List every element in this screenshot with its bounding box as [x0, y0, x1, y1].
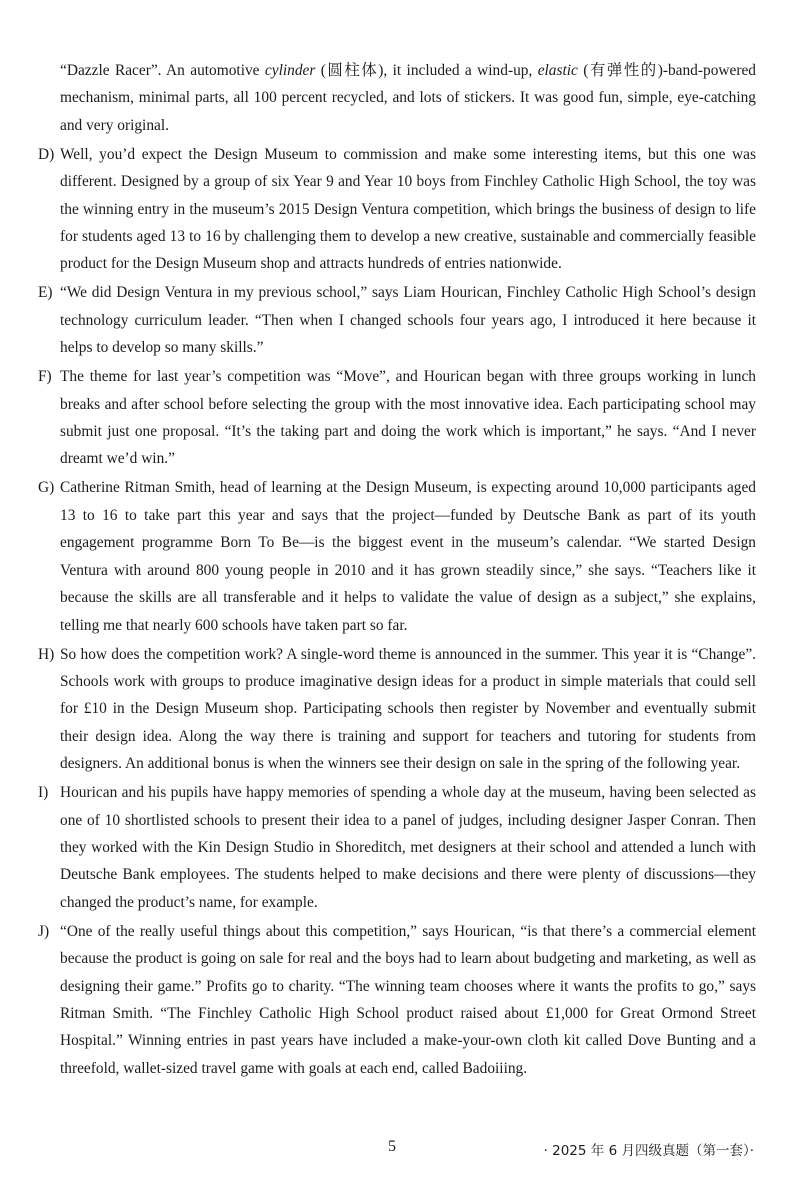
paragraph-h-label: H)	[38, 645, 55, 663]
paragraph-j-label: J)	[38, 922, 50, 940]
paragraph-j	[38, 918, 756, 1082]
paragraph-d-label: D)	[38, 145, 55, 163]
paragraph-g-text: Catherine Ritman Smith, head of learning at the Design Museum, is expecting around 10,000 participants aged 13 to 16 to take part this year and says that the project—funded by Deutsche Bank as part of its youth engagement programme Born To Be—is the biggest event in the museum’s calendar. “We started Design Ventura with around 800 young people in 2010 and it has grown steadily since,” she says. “Teachers like it because the skills are all transferable and it helps to validate the value of design as a subject,” she explains, telling me that nearly 600 schools have taken part so far.	[60, 479, 756, 634]
paragraph-c-text-3: (有弹性的)-band-powered mechanism, minimal parts, all 100 percent recycled, and lots of stickers. It was good fun, simple, eye-catching and very original.	[60, 62, 756, 134]
exam-title: · 2025 年 6 月四级真题（第一套）·	[543, 1143, 754, 1159]
paragraph-i-label: I)	[38, 784, 49, 802]
paragraph-d	[38, 141, 756, 278]
paragraph-e-label: E)	[38, 284, 53, 302]
paragraph-f-text: The theme for last year’s competition was “Move”, and Hourican began with three groups working in lunch breaks and after school before selecting the group with the most innovative idea. Each participating school may submit just one proposal. “It’s the taking part and doing the work which is important,” he says. “And I never dreamt we’d win.”	[60, 368, 756, 468]
paragraph-c-italic-elastic: elastic	[537, 62, 578, 79]
page-number: 5	[388, 1138, 396, 1155]
paragraph-c-text-1: “Dazzle Racer”. An automotive	[60, 62, 265, 79]
paragraph-c-italic-cylinder: cylinder	[264, 62, 316, 79]
paragraph-e-text: “We did Design Ventura in my previous school,” says Liam Hourican, Finchley Catholic High School’s design technology curriculum leader. “Then when I changed schools four years ago, I introduced it here because it helps to develop so many skills.”	[60, 284, 756, 357]
paragraph-e	[38, 279, 756, 361]
paragraph-i-text: Hourican and his pupils have happy memories of spending a whole day at the museum, having been selected as one of 10 shortlisted schools to present their idea to a panel of judges, including designer Jasper Conran. Then they worked with the Kin Design Studio in Shoreditch, met designers at their school and attended a lunch with Deutsche Bank employees. The students helped to make decisions and there were plenty of discussions—they changed the product’s name, for example.	[60, 784, 756, 911]
article-body	[38, 57, 756, 1084]
paragraph-g-label: G)	[38, 479, 55, 497]
paragraph-g	[38, 474, 756, 638]
paragraph-f	[38, 363, 756, 473]
paragraph-c-text-2: (圆柱体), it included a wind-up,	[315, 62, 538, 79]
paragraph-d-text: Well, you’d expect the Design Museum to commission and make some interesting items, but this one was different. Designed by a group of six Year 9 and Year 10 boys from Finchley Catholic High School, the toy was the winning entry in the museum’s 2015 Design Ventura competition, which brings the business of design to life for students aged 13 to 16 by challenging them to develop a new creative, sustainable and commercially feasible product for the Design Museum shop and attracts hundreds of entries nationwide.	[60, 145, 756, 273]
paragraph-f-label: F)	[38, 368, 52, 386]
paragraph-j-text: “One of the really useful things about this competition,” says Hourican, “is that there’s a commercial element because the product is going on sale for real and the boys had to learn about budgeting and marketing, as well as designing their game.” Profits go to charity. “The winning team chooses where it wants the profits to go,” says Ritman Smith. “The Finchley Catholic High School product raised about £1,000 for Great Ormond Street Hospital.” Winning entries in past years have included a make-your-own cloth kit called Dove Bunting and a threefold, wallet-sized travel game with goals at each end, called Badoiiing.	[60, 922, 756, 1077]
paragraph-c-continued	[38, 57, 756, 139]
page-footer	[0, 1138, 800, 1162]
paragraph-i	[38, 779, 756, 916]
paragraph-h-text: So how does the competition work? A single-word theme is announced in the summer. This year it is “Change”. Schools work with groups to produce imaginative design ideas for a product in simple materials that could sell for £10 in the Design Museum shop. Participating schools then register by November and eventually submit their design idea. Along the way there is training and support for teachers and tutoring for students from designers. An additional bonus is when the winners see their design on sale in the spring of the following year.	[60, 645, 756, 773]
paragraph-h	[38, 641, 756, 778]
